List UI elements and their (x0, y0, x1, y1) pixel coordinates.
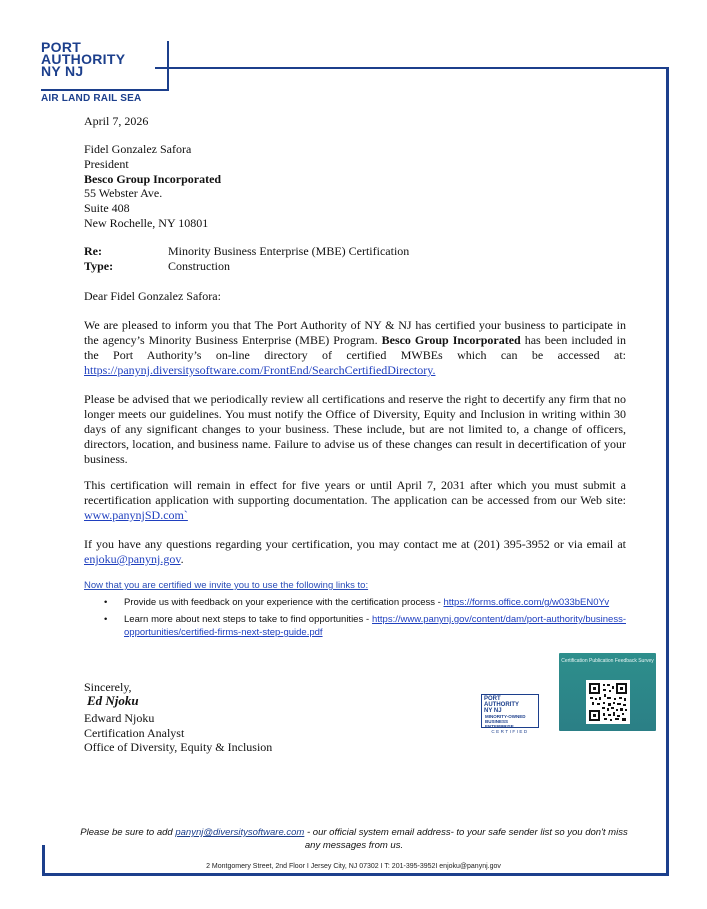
logo-line-2: AUTHORITY (41, 51, 126, 67)
signer-title: Certification Analyst (84, 726, 185, 740)
badge-sub-1: MINORITY-OWNED (485, 714, 526, 719)
bullet-icon: • (104, 597, 108, 608)
paragraph-validity (84, 478, 626, 523)
bullet1-text: Provide us with feedback on your experience with the certification process - (124, 597, 444, 608)
badge-subtitle (485, 714, 526, 729)
badge-line-1: PORT (484, 696, 501, 702)
badge-frame (481, 694, 539, 728)
list-item (104, 596, 626, 609)
recipient-name: Fidel Gonzalez Safora (84, 142, 192, 156)
paragraph-contact (84, 537, 626, 567)
badge-certified-label: CERTIFIED (491, 729, 529, 734)
recipient-suite: Suite 408 (84, 201, 130, 215)
para4-text: If you have any questions regarding your certification, you may contact me at (201) 395-3952 or via email at (84, 537, 626, 551)
next-steps-guide-link[interactable]: https://www.panynj.gov/content/dam/port-authority/business-opportunities/certified-firms-next-step-guide.pdf (124, 614, 626, 638)
para1-text-a: We are pleased to inform you that The Port Authority of NY & NJ has certified your business to participate in the agency’s Minority Business Enterprise (MBE) Program. (84, 318, 626, 347)
safe-sender-email-link[interactable]: panynj@diversitysoftware.com (175, 827, 305, 838)
logo-line-1: PORT (41, 39, 82, 55)
directory-link[interactable]: https://panynj.diversitysoftware.com/FrontEnd/SearchCertifiedDirectory. (84, 363, 436, 377)
recipient-company: Besco Group Incorporated (84, 172, 222, 186)
links-heading: Now that you are certified we invite you to use the following links to: (84, 580, 369, 591)
re-value: Minority Business Enterprise (MBE) Certification (168, 244, 410, 258)
letter-date: April 7, 2026 (84, 114, 149, 128)
badge-sub-3: ENTERPRISE (485, 724, 514, 729)
signature: Ed Njoku (87, 693, 139, 708)
frame-top-rule (155, 67, 668, 69)
para1-company: Besco Group Incorporated (381, 333, 521, 347)
type-label: Type: (84, 259, 114, 273)
recipient-street: 55 Webster Ave. (84, 186, 163, 200)
safe-sender-note (80, 826, 628, 852)
email-link[interactable]: enjoku@panynj.gov (84, 552, 181, 566)
feedback-survey-card[interactable] (559, 653, 656, 731)
para1-text-b: has been included in the Port Authority’s on-line directory of certified MWBEs which can be accessed at: (84, 333, 627, 362)
note-text-b: - our official system email address- to your safe sender list so you don't miss any messages from us. (304, 827, 628, 851)
re-label: Re: (84, 244, 102, 258)
bullet-icon: • (104, 614, 108, 625)
para4-end: . (180, 552, 184, 566)
recipient-city: New Rochelle, NY 10801 (84, 216, 209, 230)
logo-tagline: AIR LAND RAIL SEA (41, 93, 142, 104)
port-authority-logo (41, 41, 171, 103)
links-list (104, 596, 626, 643)
badge-line-3: NY NJ (484, 708, 502, 714)
mbe-certified-badge (481, 694, 539, 736)
signer-office: Office of Diversity, Equity & Inclusion (84, 740, 273, 754)
badge-sub-2: BUSINESS (485, 719, 509, 724)
salutation: Dear Fidel Gonzalez Safora: (84, 289, 221, 303)
note-text-a: Please be sure to add (80, 827, 176, 838)
footer-address: 2 Montgomery Street, 2nd Floor I Jersey City, NJ 07302 I T: 201-395-3952I enjoku@panynj.gov (206, 863, 501, 870)
bullet2-text: Learn more about next steps to take to find opportunities - (124, 614, 372, 625)
para3-text: This certification will remain in effect for five years or until April 7, 2031 after which you must submit a recertification application with supporting documentation. The application can be accessed from our Web site: (84, 478, 626, 507)
feedback-form-link[interactable]: https://forms.office.com/g/w033bEN0Yv (443, 597, 610, 608)
frame-right-rule (666, 67, 669, 875)
signer-name: Edward Njoku (84, 711, 155, 725)
logo-line-3: NY NJ (41, 63, 84, 79)
badge-line-2: AUTHORITY (484, 702, 519, 708)
list-item (104, 613, 626, 639)
type-value: Construction (168, 259, 230, 273)
badge-logo-text (484, 696, 519, 714)
website-link[interactable]: www.panynjSD.com` (84, 508, 188, 522)
frame-bottom-rule (42, 873, 669, 876)
closing-sincerely: Sincerely, (84, 680, 132, 694)
paragraph-review: Please be advised that we periodically review all certifications and reserve the right to decertify any firm that no longer meets our guidelines. You must notify the Office of Diversity, Equity and Inclusion in writing within 30 days of any significant changes to your business. These include, but are not limited to, a change of officers, directors, location, and business name. Failure to advise us of these changes can result in decertification of your business. (84, 392, 626, 466)
qr-code-icon[interactable] (586, 680, 630, 724)
survey-title: Certification Publication Feedback Survey (561, 658, 654, 664)
paragraph-certification (84, 318, 626, 378)
frame-left-rule (42, 845, 45, 875)
recipient-title: President (84, 157, 129, 171)
